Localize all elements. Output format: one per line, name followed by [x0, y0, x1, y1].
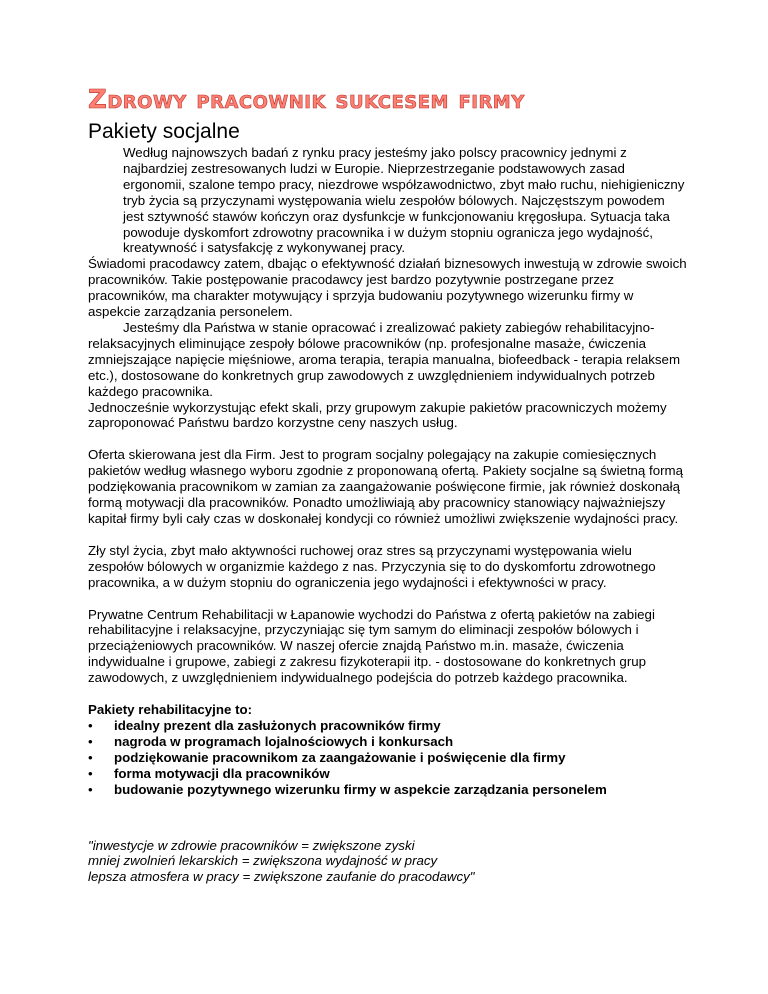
quote-line: mniej zwolnień lekarskich = zwiększona wydajność w pracy: [88, 853, 438, 869]
quote-line: lepsza atmosfera w pracy = zwiększone zaufanie do pracodawcy": [88, 869, 475, 885]
document-title: Zdrowy pracownik sukcesem firmy: [88, 85, 525, 115]
paragraph-offer-packages: Jesteśmy dla Państwa w stanie opracować i zrealizować pakiety zabiegów rehabilitacyjno-relaksacyjnych eliminujące zespoły bólowe pracowników (np. profesjonalne masaże, ćwiczenia zmniejszające napięcie mięśniowe, aroma terapia, terapia manualna, biofeedback - terapia relaksem etc.), dostosowane do konkretnych grup zawodowych z uwzględnieniem indywidualnych potrzeb każdego pracownika.: [88, 319, 681, 399]
paragraph-pricing: Jednocześnie wykorzystując efekt skali, przy grupowym zakupie pakietów pracowniczych możemy zaproponować Państwu bardzo korzystne ceny naszych usług.: [88, 399, 667, 431]
closing-quote: [88, 838, 688, 886]
intro-paragraph: Według najnowszych badań z rynku pracy jesteśmy jako polscy pracownicy jednymi z najbardziej zestresowanych ludzi w Europie. Nieprzestrzeganie podstawowych zasad ergonomii, szalone tempo pracy, niezdrowe współzawodnictwo, zbyt mało ruchu, niehigieniczny tryb życia są przyczynami występowania wielu zespołów bólowych. Najczęstszym powodem jest sztywność stawów kończyn oraz dysfunkcje w funkcjonowaniu kręgosłupa. Sytuacja taka powoduje dyskomfort zdrowotny pracownika i w dużym stopniu ogranicza jego wydajność, kreatywność i satysfakcję z wykonywanej pracy.: [123, 145, 685, 256]
list-item: • podziękowanie pracownikom za zaangażowanie i poświęcenie dla firmy: [88, 749, 566, 765]
paragraph-gap: [88, 686, 688, 702]
section-heading: Pakiety socjalne: [88, 120, 240, 143]
paragraph-awareness: Świadomi pracodawcy zatem, dbając o efektywność działań biznesowych inwestują w zdrowie swoich pracowników. Takie postępowanie pracodawcy jest bardzo pozytywnie postrzegane przez pracowników, ma charakter motywujący i sprzyja budowaniu pozytywnego wizerunku firmy w aspekcie zarządzania personelem.: [88, 256, 687, 320]
benefits-list: [88, 718, 688, 798]
list-gap: [88, 798, 688, 838]
paragraph-company-offer: Oferta skierowana jest dla Firm. Jest to program socjalny polegający na zakupie comiesięcznych pakietów według własnego wyboru zgodnie z proponowaną ofertą. Pakiety socjalne są świetną formą podziękowania pracownikom w zamian za zaangażowanie poświęcone firmie, jak również doskonałą formą motywacji dla pracowników. Ponadto umożliwiają aby pracownicy stanowiący najważniejszy kapitał firmy byli cały czas w doskonałej kondycji co również umożliwi zwiększenie wydajności pracy.: [88, 447, 684, 526]
body-text: [88, 145, 688, 718]
bullet-icon: •: [88, 718, 93, 733]
quote-line: "inwestycje w zdrowie pracowników = zwiększone zyski: [88, 837, 415, 853]
bullet-icon: •: [88, 749, 93, 765]
paragraph-gap: [88, 591, 688, 607]
document-page: [88, 84, 688, 885]
paragraph-gap: [88, 431, 688, 447]
bullet-icon: •: [88, 733, 93, 749]
paragraph-gap: [88, 527, 688, 543]
list-item: • forma motywacji dla pracowników: [88, 765, 330, 781]
list-item: • idealny prezent dla zasłużonych pracowników firmy: [88, 718, 441, 733]
list-heading: Pakiety rehabilitacyjne to:: [88, 702, 253, 718]
paragraph-lifestyle: Zły styl życia, zbyt mało aktywności ruchowej oraz stres są przyczynami występowania wielu zespołów bólowych w organizmie każdego z nas. Przyczynia się to do dyskomfortu zdrowotnego pracownika, a w dużym stopniu do ograniczenia jego wydajności i efektywności w pracy.: [88, 542, 656, 590]
list-item: • budowanie pozytywnego wizerunku firmy w aspekcie zarządzania personelem: [88, 781, 607, 797]
bullet-icon: •: [88, 781, 93, 797]
list-item: • nagroda w programach lojalnościowych i konkursach: [88, 733, 454, 749]
paragraph-rehab-center: Prywatne Centrum Rehabilitacji w Łapanowie wychodzi do Państwa z ofertą pakietów na zabiegi rehabilitacyjne i relaksacyjne, przyczyniając się tym samym do eliminacji zespołów bólowych i przeciążeniowych pracowników. W naszej ofercie znajdą Państwo m.in. masaże, ćwiczenia indywidualne i grupowe, zabiegi z zakresu fizykoterapii itp. - dostosowane do konkretnych grup zawodowych, z uwzględnieniem indywidualnego podejścia do potrzeb każdego pracownika.: [88, 606, 655, 686]
bullet-icon: •: [88, 765, 93, 781]
